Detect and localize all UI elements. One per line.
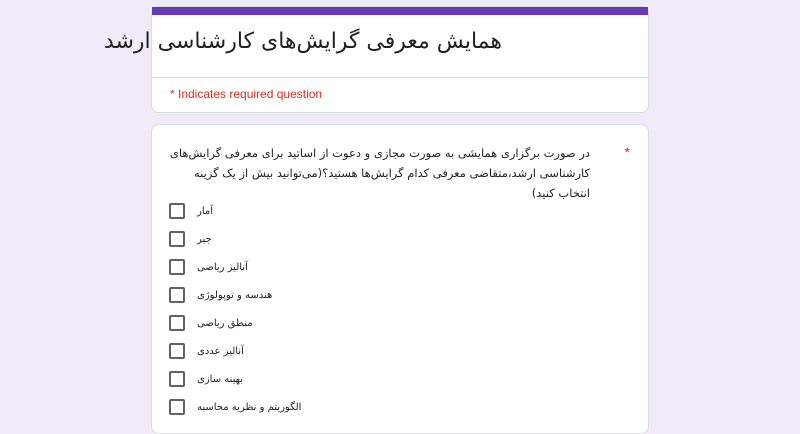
required-star: * bbox=[624, 144, 630, 160]
option-label: هندسه و توپولوژی bbox=[197, 289, 273, 301]
checkbox-option[interactable] bbox=[169, 225, 569, 253]
form-title: همایش معرفی گرایش‌های کارشناسی ارشد bbox=[103, 29, 502, 54]
option-label: آنالیز ریاضی bbox=[197, 261, 248, 273]
option-label: الگوریتم و نظریه محاسبه bbox=[197, 401, 302, 413]
checkbox-box[interactable] bbox=[169, 203, 185, 219]
option-label: منطق ریاضی bbox=[197, 317, 253, 329]
checkbox-box[interactable] bbox=[169, 371, 185, 387]
option-label: بهینه سازی bbox=[197, 373, 244, 385]
checkbox-option[interactable] bbox=[169, 309, 569, 337]
option-label: آنالیز عددی bbox=[197, 345, 244, 357]
checkbox-box[interactable] bbox=[169, 399, 185, 415]
option-label: جبر bbox=[197, 233, 212, 245]
required-question-note: * Indicates required question bbox=[170, 87, 323, 101]
checkbox-option[interactable] bbox=[169, 281, 569, 309]
checkbox-option[interactable] bbox=[169, 197, 569, 225]
checkbox-box[interactable] bbox=[169, 287, 185, 303]
checkbox-option[interactable] bbox=[169, 393, 569, 421]
question-card bbox=[151, 124, 649, 434]
checkbox-box[interactable] bbox=[169, 231, 185, 247]
checkbox-option[interactable] bbox=[169, 253, 569, 281]
checkbox-box[interactable] bbox=[169, 259, 185, 275]
checkbox-options-list bbox=[169, 197, 569, 421]
option-label: آمار bbox=[197, 205, 214, 217]
accent-bar bbox=[152, 7, 648, 15]
checkbox-option[interactable] bbox=[169, 365, 569, 393]
question-text: در صورت برگزاری همایشی به صورت مجازی و دعوت از اساتید برای معرفی گرایش‌های کارشناسی ارشد،متقاضی معرفی کدام گرایش‌ها هستید؟(می‌توانید بیش از یک گزینه انتخاب کنید) bbox=[169, 146, 590, 200]
checkbox-box[interactable] bbox=[169, 315, 185, 331]
header-divider bbox=[152, 77, 648, 78]
form-header-card bbox=[103, 6, 649, 113]
checkbox-option[interactable] bbox=[169, 337, 569, 365]
checkbox-box[interactable] bbox=[169, 343, 185, 359]
